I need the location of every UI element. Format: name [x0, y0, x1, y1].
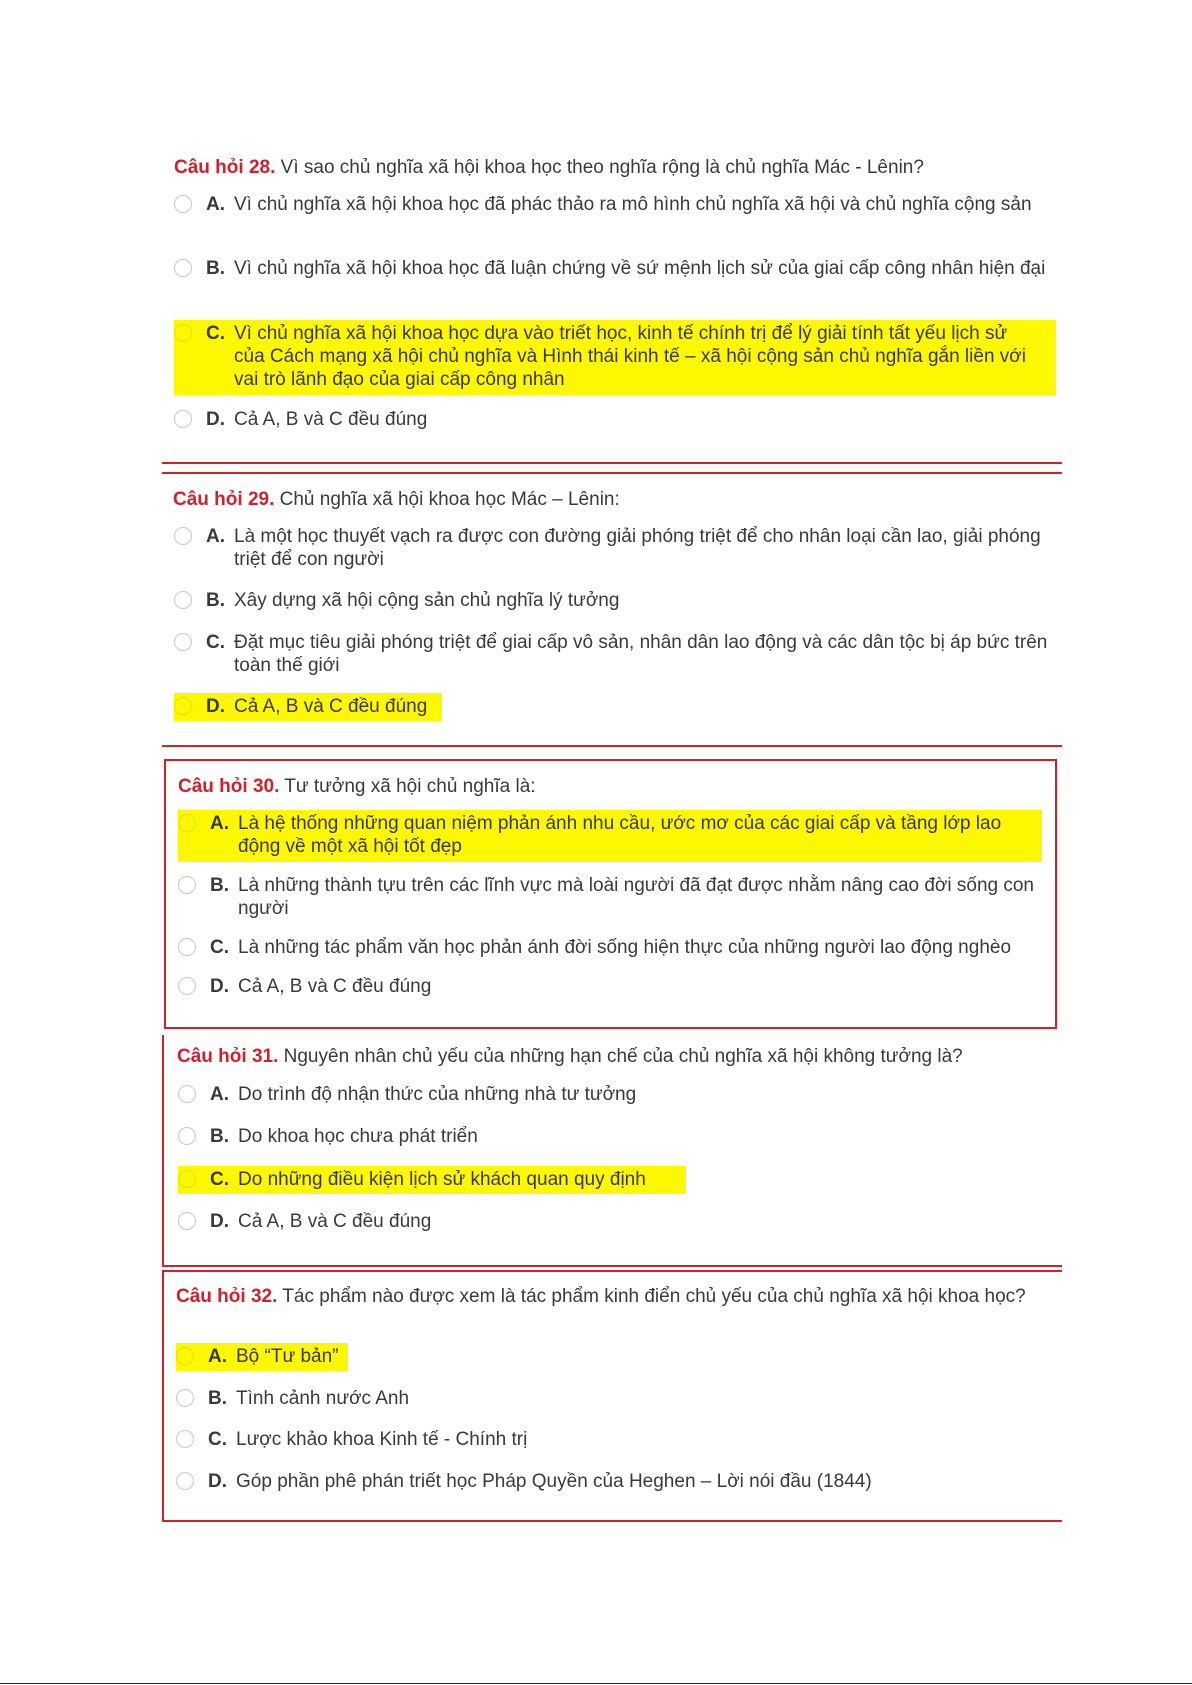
- option-text: Tình cảnh nước Anh: [236, 1388, 410, 1409]
- option-28-a[interactable]: [174, 193, 1050, 216]
- question-31: [177, 1045, 1057, 1068]
- option-text: Là một học thuyết vạch ra được con đường giải phóng triệt để cho nhân loại cần lao, giải phóng triệt để con người: [234, 526, 1041, 570]
- option-letter: D.: [208, 1471, 227, 1492]
- option-letter: D.: [206, 409, 225, 430]
- option-letter: C.: [208, 1429, 227, 1450]
- option-text: Lược khảo khoa Kinh tế - Chính trị: [236, 1429, 528, 1450]
- option-text: Là những tác phẩm văn học phản ánh đời sống hiện thực của những người lao động nghèo: [238, 937, 1012, 958]
- option-text: Do khoa học chưa phát triển: [238, 1126, 478, 1147]
- option-30-b[interactable]: [178, 874, 1038, 920]
- option-text: Vì chủ nghĩa xã hội khoa học đã phác thảo ra mô hình chủ nghĩa xã hội và chủ nghĩa cộng sản: [234, 194, 1032, 215]
- radio-button[interactable]: [178, 876, 196, 894]
- option-letter: A.: [206, 194, 225, 215]
- option-letter: D.: [210, 1211, 229, 1232]
- box-left: [162, 1035, 164, 1267]
- option-letter: D.: [210, 976, 229, 997]
- radio-button[interactable]: [174, 591, 192, 609]
- option-letter: B.: [206, 258, 225, 279]
- option-text: Cả A, B và C đều đúng: [234, 696, 428, 717]
- option-30-c[interactable]: [178, 936, 1046, 959]
- option-text: Đặt mục tiêu giải phóng triệt để giai cấp vô sản, nhân dân lao động và các dân tộc bị áp bức trên toàn thế giới: [234, 632, 1048, 676]
- option-text: Góp phần phê phán triết học Pháp Quyền của Heghen – Lời nói đầu (1844): [236, 1471, 872, 1492]
- question-label: Câu hỏi 28.: [174, 157, 276, 178]
- option-28-b[interactable]: [174, 257, 1050, 280]
- option-letter: B.: [210, 875, 229, 896]
- radio-button[interactable]: [174, 324, 192, 342]
- option-text: Xây dựng xã hội cộng sản chủ nghĩa lý tưởng: [234, 590, 620, 611]
- option-31-a[interactable]: [178, 1083, 1054, 1106]
- option-32-a[interactable]: [176, 1343, 348, 1371]
- question-label: Câu hỏi 29.: [173, 489, 275, 510]
- question-28: [174, 156, 1054, 179]
- option-31-b[interactable]: [178, 1125, 1054, 1148]
- divider: [162, 472, 1062, 474]
- radio-button[interactable]: [174, 527, 192, 545]
- option-letter: A.: [206, 526, 225, 547]
- option-text: Do trình độ nhận thức của những nhà tư tưởng: [238, 1084, 637, 1105]
- option-text: Vì chủ nghĩa xã hội khoa học đã luận chứng về sứ mệnh lịch sử của giai cấp công nhân hiện đại: [234, 258, 1046, 279]
- option-30-a[interactable]: [178, 810, 1042, 862]
- option-text: Là những thành tựu trên các lĩnh vực mà loài người đã đạt được nhằm nâng cao đời sống con người: [238, 875, 1034, 919]
- question-label: Câu hỏi 30.: [178, 776, 280, 797]
- option-text: Là hệ thống những quan niệm phản ánh nhu cầu, ước mơ của các giai cấp và tầng lớp lao động về một xã hội tốt đẹp: [238, 813, 1002, 857]
- radio-button[interactable]: [174, 410, 192, 428]
- radio-button[interactable]: [178, 977, 196, 995]
- option-31-d[interactable]: [178, 1210, 1054, 1233]
- radio-button[interactable]: [174, 697, 192, 715]
- option-letter: B.: [210, 1126, 229, 1147]
- question-text: Nguyên nhân chủ yếu của những hạn chế của chủ nghĩa xã hội không tưởng là?: [283, 1046, 963, 1067]
- divider: [162, 1520, 1062, 1522]
- option-text: Vì chủ nghĩa xã hội khoa học dựa vào triết học, kinh tế chính trị để lý giải tính tất yếu lịch sử của Cách mạng xã hội chủ nghĩa và Hình thái kinh tế – xã hội cộng sản chủ nghĩa gắn liền với vai trò lãnh đạo của giai cấp công nhân: [234, 323, 1026, 390]
- question-title: [178, 775, 1038, 798]
- divider: [162, 1265, 1062, 1267]
- divider: [162, 745, 1062, 747]
- option-letter: C.: [206, 323, 225, 344]
- option-32-d[interactable]: [176, 1470, 1052, 1493]
- option-letter: B.: [208, 1388, 227, 1409]
- question-title: [173, 488, 1053, 511]
- box-left: [162, 1270, 164, 1522]
- question-32: [176, 1285, 1036, 1308]
- question-30: [178, 775, 1038, 798]
- question-label: Câu hỏi 32.: [176, 1286, 278, 1307]
- option-30-d[interactable]: [178, 975, 1038, 998]
- box-top: [164, 759, 1057, 761]
- question-29: [173, 488, 1053, 511]
- radio-button[interactable]: [174, 633, 192, 651]
- option-text: Cả A, B và C đều đúng: [234, 409, 428, 430]
- radio-button[interactable]: [178, 1212, 196, 1230]
- radio-button[interactable]: [176, 1347, 194, 1365]
- radio-button[interactable]: [176, 1472, 194, 1490]
- question-title: [174, 156, 1054, 179]
- option-31-c[interactable]: [178, 1166, 686, 1194]
- question-text: Vì sao chủ nghĩa xã hội khoa học theo nghĩa rộng là chủ nghĩa Mác - Lênin?: [280, 157, 924, 178]
- question-text: Tư tưởng xã hội chủ nghĩa là:: [284, 776, 536, 797]
- option-letter: D.: [206, 696, 225, 717]
- option-text: Cả A, B và C đều đúng: [238, 1211, 432, 1232]
- divider: [162, 1270, 1062, 1272]
- option-letter: A.: [210, 813, 229, 834]
- radio-button[interactable]: [178, 938, 196, 956]
- option-28-c[interactable]: [174, 320, 1056, 395]
- option-letter: C.: [210, 1169, 229, 1190]
- option-letter: C.: [206, 632, 225, 653]
- question-title: [177, 1045, 1057, 1068]
- option-text: Cả A, B và C đều đúng: [238, 976, 432, 997]
- divider: [162, 462, 1062, 464]
- question-label: Câu hỏi 31.: [177, 1046, 279, 1067]
- question-text: Tác phẩm nào được xem là tác phẩm kinh điển chủ yếu của chủ nghĩa xã hội khoa học?: [282, 1286, 1026, 1307]
- radio-button[interactable]: [178, 1127, 196, 1145]
- radio-button[interactable]: [178, 814, 196, 832]
- radio-button[interactable]: [174, 259, 192, 277]
- option-29-c[interactable]: [174, 631, 1050, 677]
- box-right: [1055, 759, 1057, 1029]
- option-letter: A.: [208, 1346, 227, 1367]
- option-letter: B.: [206, 590, 225, 611]
- radio-button[interactable]: [178, 1085, 196, 1103]
- radio-button[interactable]: [174, 195, 192, 213]
- option-28-d[interactable]: [174, 408, 1050, 431]
- option-32-c[interactable]: [176, 1428, 1052, 1451]
- box-bottom: [164, 1027, 1057, 1029]
- option-text: Do những điều kiện lịch sử khách quan quy định: [238, 1169, 646, 1190]
- page-bottom-border: [0, 1683, 1192, 1684]
- radio-button[interactable]: [178, 1170, 196, 1188]
- box-left: [164, 759, 166, 1029]
- radio-button[interactable]: [176, 1430, 194, 1448]
- option-letter: C.: [210, 937, 229, 958]
- option-29-a[interactable]: [174, 525, 1050, 571]
- option-32-b[interactable]: [176, 1387, 1052, 1410]
- question-title: [176, 1285, 1036, 1308]
- option-text: Bộ “Tư bản”: [236, 1346, 339, 1367]
- option-29-d[interactable]: [174, 693, 442, 721]
- option-letter: A.: [210, 1084, 229, 1105]
- question-text: Chủ nghĩa xã hội khoa học Mác – Lênin:: [279, 489, 620, 510]
- option-29-b[interactable]: [174, 589, 1050, 612]
- radio-button[interactable]: [176, 1389, 194, 1407]
